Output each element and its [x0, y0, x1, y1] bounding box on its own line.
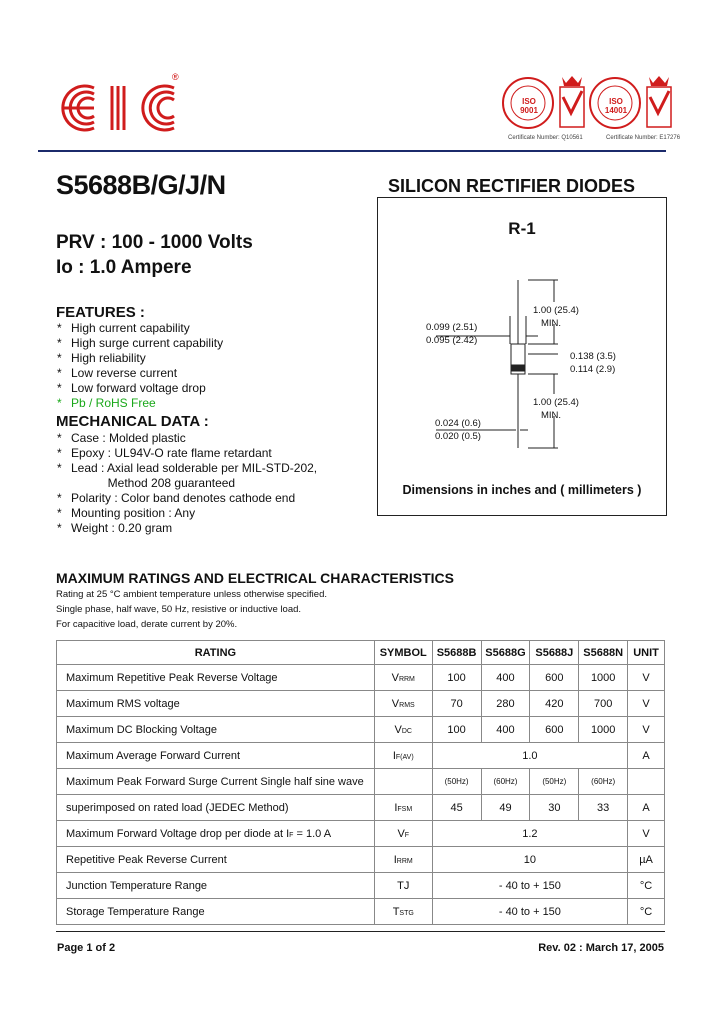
- list-item-rohs: * Pb / RoHS Free: [57, 396, 156, 410]
- table-row: Junction Temperature Range TJ - 40 to + 150 °C: [57, 873, 665, 899]
- iso-14001-seal: [587, 73, 675, 135]
- ratings-note-1: Rating at 25 °C ambient temperature unless otherwise specified.: [56, 589, 327, 600]
- cert1-caption: Certificate Number: Q10561: [508, 135, 583, 141]
- table-row: Maximum Average Forward Current IF(AV) 1.0 A: [57, 743, 665, 769]
- list-item: * Weight : 0.20 gram: [57, 521, 173, 535]
- list-item: * High surge current capability: [57, 336, 224, 350]
- dim-lead-len-bottom: 1.00 (25.4): [533, 397, 579, 408]
- col-rating: RATING: [57, 641, 375, 665]
- footer-rule: [56, 931, 665, 932]
- ratings-heading: MAXIMUM RATINGS AND ELECTRICAL CHARACTERISTICS: [56, 570, 454, 586]
- revision: Rev. 02 : March 17, 2005: [538, 942, 664, 954]
- list-item: * Polarity : Color band denotes cathode end: [57, 491, 296, 505]
- iso-9001-seal: [500, 73, 588, 135]
- package-diagram-box: [377, 197, 667, 516]
- header-rule: [38, 150, 666, 152]
- features-list: [57, 321, 223, 411]
- table-header-row: [57, 641, 665, 665]
- table-row: Repetitive Peak Reverse Current IRRM 10 µA: [57, 847, 665, 873]
- table-row: Maximum Peak Forward Surge Current Single half sine wave (50Hz) (60Hz) (50Hz) (60Hz): [57, 769, 665, 795]
- page-number: Page 1 of 2: [57, 942, 116, 954]
- dim-lead-dia-min: 0.020 (0.5): [435, 431, 481, 442]
- ratings-note-2: Single phase, half wave, 50 Hz, resistive or inductive load.: [56, 604, 302, 615]
- registered-mark: ®: [172, 72, 179, 82]
- dim-body-len-min: 0.114 (2.9): [570, 364, 616, 375]
- dim-body-len-max: 0.138 (3.5): [570, 351, 616, 362]
- table-row: Maximum Repetitive Peak Reverse Voltage VRRM 100 400 600 1000 V: [57, 665, 665, 691]
- list-item: * Low reverse current: [57, 366, 178, 380]
- mechanical-list: [57, 431, 317, 536]
- dim-min-top: MIN.: [541, 318, 562, 329]
- col-symbol: SYMBOL: [374, 641, 432, 665]
- table-row: Maximum RMS voltage VRMS 70 280 420 700 V: [57, 691, 665, 717]
- ratings-note-3: For capacitive load, derate current by 20%.: [56, 619, 238, 630]
- ratings-table: [56, 640, 665, 925]
- table-row: superimposed on rated load (JEDEC Method) IFSM 45 49 30 33 A: [57, 795, 665, 821]
- eic-logo: [52, 78, 182, 138]
- list-item: * High current capability: [57, 321, 190, 335]
- dim-min-bottom: MIN.: [541, 410, 562, 421]
- product-title: SILICON RECTIFIER DIODES: [388, 176, 636, 196]
- iso-9001-label: ISO 9001: [520, 97, 538, 115]
- iso-14001-label: ISO 14001: [604, 97, 628, 115]
- list-item: * Low forward voltage drop: [57, 381, 206, 395]
- list-item: * High reliability: [57, 351, 146, 365]
- col-s5688b: S5688B: [432, 641, 481, 665]
- list-item: Method 208 guaranteed: [71, 476, 236, 490]
- dim-body-dia-min: 0.095 (2.42): [426, 335, 478, 346]
- package-name: R-1: [508, 219, 536, 238]
- dim-lead-len-top: 1.00 (25.4): [533, 305, 579, 316]
- diode-outline-drawing: [378, 198, 666, 515]
- features-heading: FEATURES :: [56, 304, 145, 321]
- col-s5688g: S5688G: [481, 641, 530, 665]
- table-row: Maximum Forward Voltage drop per diode at IF = 1.0 A VF 1.2 V: [57, 821, 665, 847]
- dim-lead-dia-max: 0.024 (0.6): [435, 418, 481, 429]
- list-item: * Epoxy : UL94V-O rate flame retardant: [57, 446, 272, 460]
- col-unit: UNIT: [628, 641, 665, 665]
- mechanical-heading: MECHANICAL DATA :: [56, 413, 209, 430]
- list-item: * Mounting position : Any: [57, 506, 196, 520]
- table-row: Maximum DC Blocking Voltage VDC 100 400 600 1000 V: [57, 717, 665, 743]
- part-number: S5688B/G/J/N: [56, 170, 226, 200]
- col-s5688j: S5688J: [530, 641, 579, 665]
- table-row: Storage Temperature Range TSTG - 40 to + 150 °C: [57, 899, 665, 925]
- list-item: * Case : Molded plastic: [57, 431, 186, 445]
- col-s5688n: S5688N: [579, 641, 628, 665]
- io-spec: Io : 1.0 Ampere: [56, 257, 192, 278]
- dim-body-dia-max: 0.099 (2.51): [426, 322, 478, 333]
- dimensions-note: Dimensions in inches and ( millimeters ): [402, 483, 642, 497]
- cert2-caption: Certificate Number: E17276: [606, 135, 681, 141]
- list-item: * Lead : Axial lead solderable per MIL-STD-202,: [57, 461, 318, 475]
- prv-spec: PRV : 100 - 1000 Volts: [56, 232, 253, 253]
